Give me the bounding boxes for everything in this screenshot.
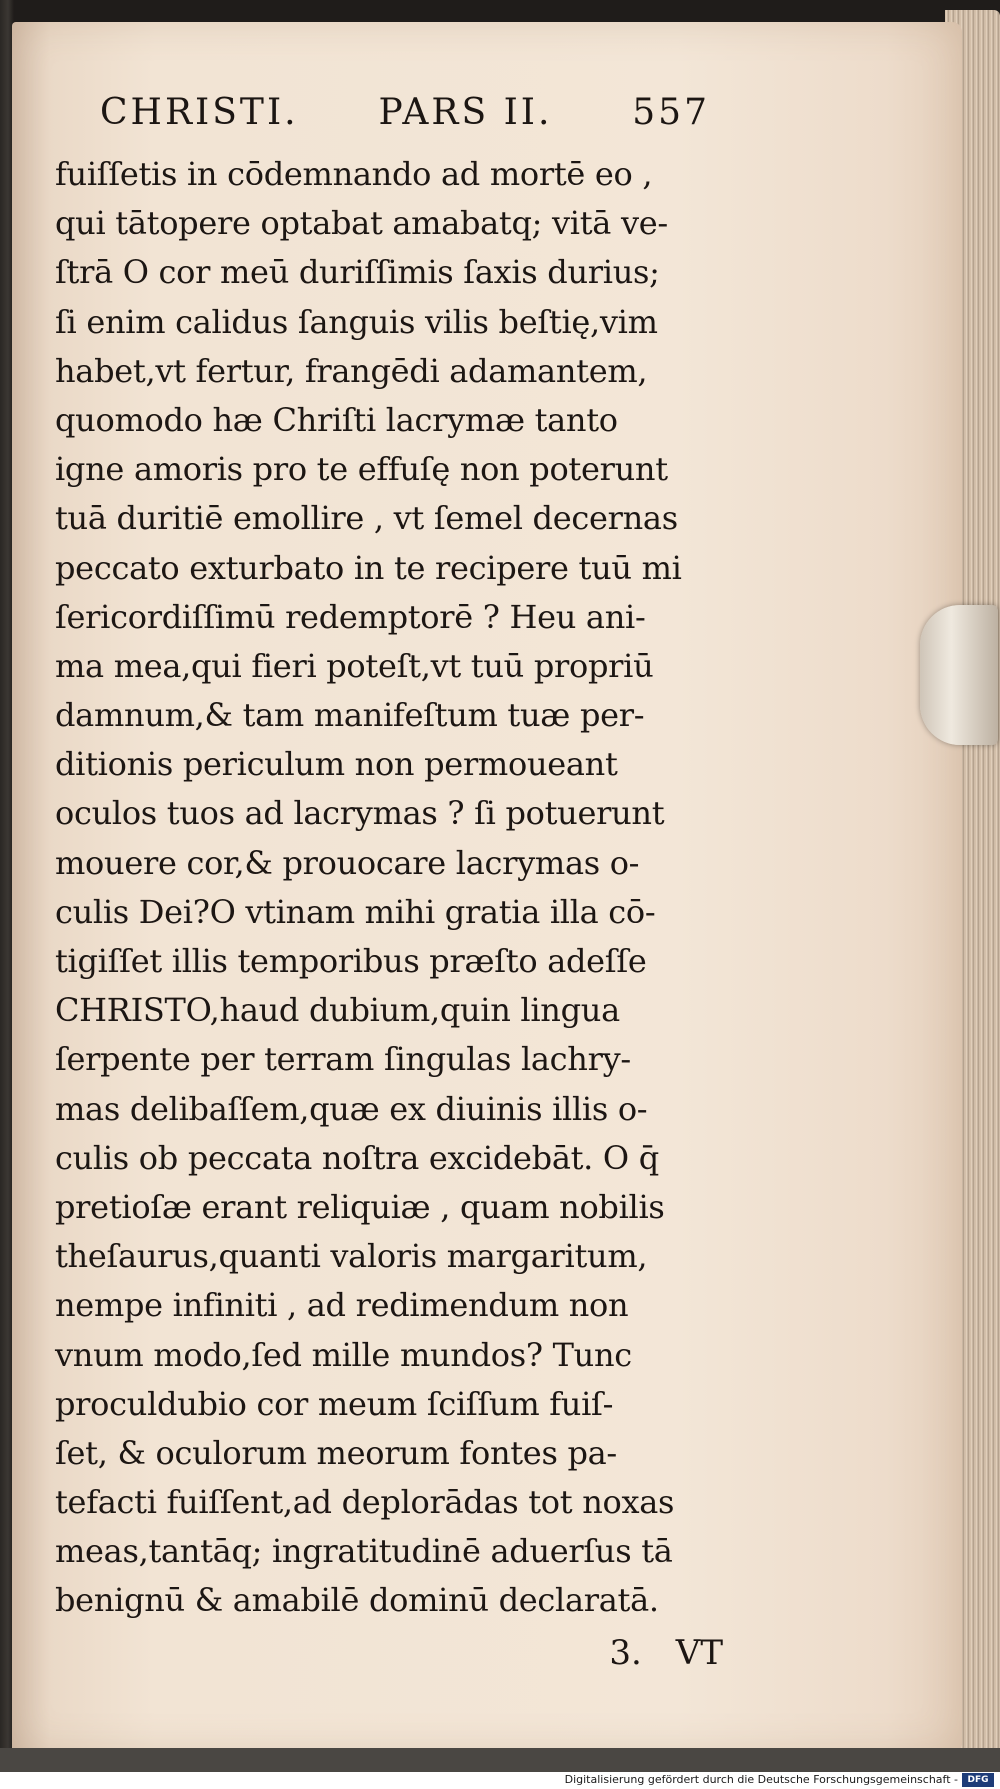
text-line: ſericordiſſimū redemptorē ? Heu ani- bbox=[55, 597, 646, 636]
text-line: theſaurus,quanti valoris margaritum, bbox=[55, 1237, 648, 1276]
text-line: ditionis periculum non permoueant bbox=[55, 745, 618, 784]
text-line: ma mea,qui fieri poteſt,vt tuū propriū bbox=[55, 646, 654, 685]
text-line: habet,vt fertur, frangēdi adamantem, bbox=[55, 351, 648, 390]
running-head-title: CHRISTI. bbox=[100, 92, 299, 133]
running-head-part: PARS II. bbox=[378, 92, 553, 133]
text-line: benignū & amabilē dominū declaratā. bbox=[55, 1581, 659, 1620]
text-line: ſtrā O cor meū duriſſimis ſaxis durius; bbox=[55, 253, 660, 292]
text-line: ſi enim calidus ſanguis vilis beſtię,vim bbox=[55, 302, 658, 341]
text-line: ſet, & oculorum meorum fontes pa- bbox=[55, 1433, 617, 1472]
text-line: pretioſæ erant reliquiæ , quam nobilis bbox=[55, 1187, 665, 1226]
text-line: meas,tantāq; ingratitudinē aduerſus tā bbox=[55, 1532, 673, 1571]
catchword bbox=[55, 1628, 735, 1678]
page-number: 557 bbox=[632, 92, 710, 133]
text-line: damnum,& tam manifeſtum tuæ per- bbox=[55, 696, 645, 735]
text-line: culis Dei?O vtinam mihi gratia illa cō- bbox=[55, 892, 656, 931]
book-clasp bbox=[920, 605, 998, 745]
text-line: tigiſſet illis temporibus præſto adeſſe bbox=[55, 942, 647, 980]
catchword-word: VT bbox=[675, 1632, 723, 1673]
text-line: qui tātopere optabat amabatq; vitā ve- bbox=[55, 204, 668, 243]
text-line: vnum modo,ſed mille mundos? Tunc bbox=[55, 1335, 632, 1374]
catchword-number: 3. bbox=[609, 1632, 642, 1673]
text-line: proculdubio cor meum ſciſſum fuiſ- bbox=[55, 1384, 614, 1423]
text-line: tefacti fuiſſent,ad deplorādas tot noxas bbox=[55, 1483, 675, 1522]
text-line: mouere cor,& prouocare lacrymas o- bbox=[55, 843, 640, 882]
body-text bbox=[55, 150, 735, 1626]
text-line: peccato exturbato in te recipere tuū mi bbox=[55, 548, 682, 587]
text-line: CHRISTO,haud dubium,quin lingua bbox=[55, 991, 620, 1030]
text-line: mas delibaſſem,quæ ex diuinis illis o- bbox=[55, 1089, 648, 1128]
text-line: quomodo hæ Chriſti lacrymæ tanto bbox=[55, 400, 618, 439]
text-line: fuiſſetis in cōdemnando ad mortē eo , bbox=[55, 155, 653, 193]
text-line: oculos tuos ad lacrymas ? ſi potuerunt bbox=[55, 794, 665, 833]
text-line: nempe infiniti , ad redimendum non bbox=[55, 1286, 629, 1325]
text-line: tuā duritiē emollire , vt ſemel decernas bbox=[55, 499, 678, 538]
text-line: igne amoris pro te effuſę non poterunt bbox=[55, 450, 668, 489]
text-line: culis ob peccata noſtra excidebāt. O q̄ bbox=[55, 1138, 659, 1177]
footer-credit: Digitalisierung gefördert durch die Deutsche Forschungsgemeinschaft - bbox=[564, 1773, 958, 1786]
running-head bbox=[55, 92, 735, 150]
text-line: ſerpente per terram ſingulas lachry- bbox=[55, 1040, 631, 1079]
page-text bbox=[55, 92, 735, 1678]
dfg-logo: DFG bbox=[962, 1773, 994, 1787]
